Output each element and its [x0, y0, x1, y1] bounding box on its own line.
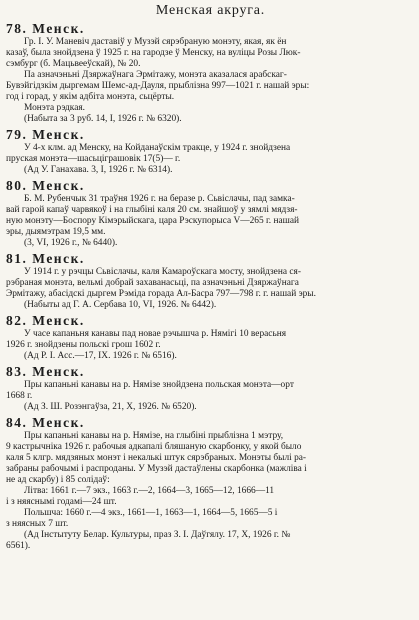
entry-line: казаў, была знойдзена ў 1925 г. на гародзе ў Менску, на вуліцы Розы Люк- [6, 48, 301, 58]
entry-line: ную монэту—Боспору Кімэрыйскага, цара Рэскупорыса V—265 г. нашай [6, 216, 300, 226]
entry-line: пруская монэта—шасьціграшовік 17(5)— г. [6, 154, 181, 164]
entry-line: каля 5 клгр. мядзяных монэт і некалькі штук сярэбраных. Монэты былі ра- [6, 453, 307, 463]
entry-line-lithuania: Літва: 1661 г.—7 экз., 1663 г.—2, 1664—3, 1665—12, 1666—11 [24, 486, 275, 496]
entry-78 [6, 20, 415, 125]
entry-source: (Ад Р. І. Асс.—17, ІХ. 1926 г. № 6516). [24, 351, 177, 361]
entry-line: рэбраная монэта, вельмі добрай захаванасьці, па азначэньні Дзяржаўнага [6, 278, 299, 288]
entry-heading: 78. Менск. [6, 21, 85, 36]
entry-81 [6, 250, 415, 311]
entry-source: (Ад У. Ганахава. 3, І, 1926 г. № 6314). [24, 165, 173, 175]
entry-heading: 84. Менск. [6, 415, 85, 430]
entry-heading: 83. Менск. [6, 364, 85, 379]
entry-line: Б. М. Рубенчык 31 траўня 1926 г. на беразе р. Сьвіслачы, пад замка- [24, 194, 295, 204]
entry-source: (Ад Інстытуту Белар. Культуры, праз З. І. Даўгялу. 17, Х, 1926 г. № [24, 530, 291, 540]
entry-line: і з няяснымі годамі—24 шт. [6, 497, 117, 507]
entry-line: забраны рабочымі і распроданы. У Музэй дастаўлены скарбонка (мажліва і [6, 464, 307, 474]
entry-heading: 82. Менск. [6, 313, 85, 328]
entry-source: (3, VI, 1926 г., № 6440). [24, 238, 118, 248]
entry-line: У 4-х клм. ад Менску, на Койданаўскім тракце, у 1924 г. знойдзена [24, 143, 291, 153]
entry-heading: 80. Менск. [6, 178, 85, 193]
entry-line: У 1914 г. у рэчцы Сьвіслачы, каля Камароўскага мосту, знойдзена ся- [24, 267, 301, 277]
entry-line: 6561). [6, 541, 31, 551]
entry-source: (Набыта за 3 руб. 14, І, 1926 г. № 6320). [24, 114, 182, 124]
entry-line: сэмбург (б. Мацьвееўскай), № 20. [6, 59, 141, 69]
entry-line: 1668 г. [6, 391, 33, 401]
entry-line: не ад скарбу) і 85 солідаў: [6, 475, 110, 485]
entry-80 [6, 177, 415, 249]
entry-line: год і горад, у якім адбіта монэта, сьцёрты. [6, 92, 175, 102]
entry-heading: 79. Менск. [6, 127, 85, 142]
entry-line: 9 кастрычніка 1926 г. рабочыя адкапалі бляшаную скарбонку, у якой было [6, 442, 302, 452]
entry-line: Монэта рэдкая. [24, 103, 86, 113]
entry-line: У часе капаньня канавы пад новае рэчышча р. Нямігі 10 верасьня [24, 329, 287, 339]
entry-82 [6, 312, 415, 362]
entry-79 [6, 126, 415, 176]
section-title: Менская акруга. [155, 3, 266, 18]
entry-line: вай гарой капаў чарвякоў і на глыбіні каля 20 см. знайшоў у зямлі мядзя- [6, 205, 298, 215]
entry-line: з няясных 7 шт. [6, 519, 69, 529]
entry-83 [6, 363, 415, 413]
entry-heading: 81. Менск. [6, 251, 85, 266]
entry-source: (Ад З. Ш. Розэнгаўза, 21, Х, 1926. № 6520). [24, 402, 197, 412]
entry-source: (Набыты ад Г. А. Сербава 10, VI, 1926. № 6442). [24, 300, 217, 310]
entry-line: эры, дыямэтрам 19,5 мм. [6, 227, 106, 237]
entry-line: Бувэйгідзкім дыргемам Шемс-ад-Дауля, прыблізна 997—1021 г. нашай эры: [6, 81, 310, 91]
entry-line: Гр. І. У. Маневіч даставіў у Музэй сярэбраную монэту, якая, як ён [24, 37, 287, 47]
entry-line: Пры капаньні канавы на р. Нямізе знойдзена польская монэта—орт [24, 380, 294, 390]
entry-line: Па азначэньні Дзяржаўнага Эрмітажу, монэта аказалася арабскаг- [24, 70, 287, 80]
entry-line: Пры капаньні канавы на р. Нямізе, на глыбіні прыблізна 1 мэтру, [24, 431, 284, 441]
entry-line: Эрмітажу, абасідскі дыргем Рэміда горада Ал-Басра 797—798 г. г. нашай эры. [6, 289, 316, 299]
entry-line: 1926 г. знойдзены польскі грош 1602 г. [6, 340, 161, 350]
entry-line-poland: Польшча: 1660 г.—4 экз., 1661—1, 1663—1, 1664—5, 1665—5 і [24, 508, 278, 518]
entry-84 [6, 414, 415, 552]
